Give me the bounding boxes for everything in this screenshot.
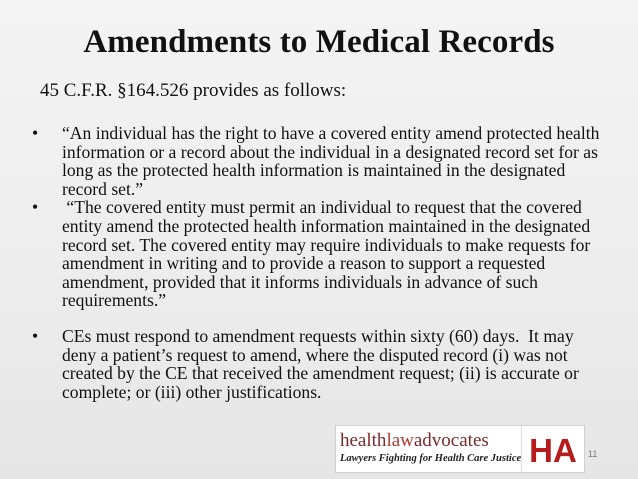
bullet-icon: • xyxy=(32,325,39,346)
slide-subtitle: 45 C.F.R. §164.526 provides as follows: xyxy=(40,80,347,101)
bullet-item xyxy=(32,124,610,198)
logo-tagline: Lawyers Fighting for Health Care Justice xyxy=(340,453,522,464)
logo-name xyxy=(340,430,521,452)
bullet-item xyxy=(32,198,610,310)
logo-word-health: health xyxy=(340,430,387,451)
health-law-advocates-logo xyxy=(335,425,585,473)
ha-mark-svg xyxy=(527,431,579,467)
bullet-text: CEs must respond to amendment requests within sixty (60) days. It may deny a patient’s request to amend, where the disputed record (i) was not created by the CE that received the amendment request; (ii) is accurate or complete; or (iii) other justifications. xyxy=(62,325,584,402)
bullet-icon: • xyxy=(32,197,39,218)
ha-logo-icon xyxy=(521,426,584,472)
bullet-text: “The covered entity must permit an individual to request that the covered entity amend the protected health information maintained in the designated record set. The covered entity may require individuals to make requests for amendment in writing and to provide a reason to support a requested amendment, provided that it informs individuals in advance of such requirements.” xyxy=(62,197,595,311)
bullet-item xyxy=(32,327,610,401)
logo-word-advocates: advocates xyxy=(413,430,489,451)
slide-title: Amendments to Medical Records xyxy=(83,24,555,60)
bullet-icon: • xyxy=(32,123,39,143)
bullet-text: “An individual has the right to have a covered entity amend protected health information or a record about the individual in a designated record set for as long as the protected health information is maintained in the designated record set.” xyxy=(62,123,600,199)
page-number: 11 xyxy=(588,449,598,459)
logo-word-law: law xyxy=(386,430,414,451)
ha-mark-text: HA xyxy=(529,432,577,467)
bullet-list xyxy=(32,124,610,401)
logo-text xyxy=(336,426,521,472)
